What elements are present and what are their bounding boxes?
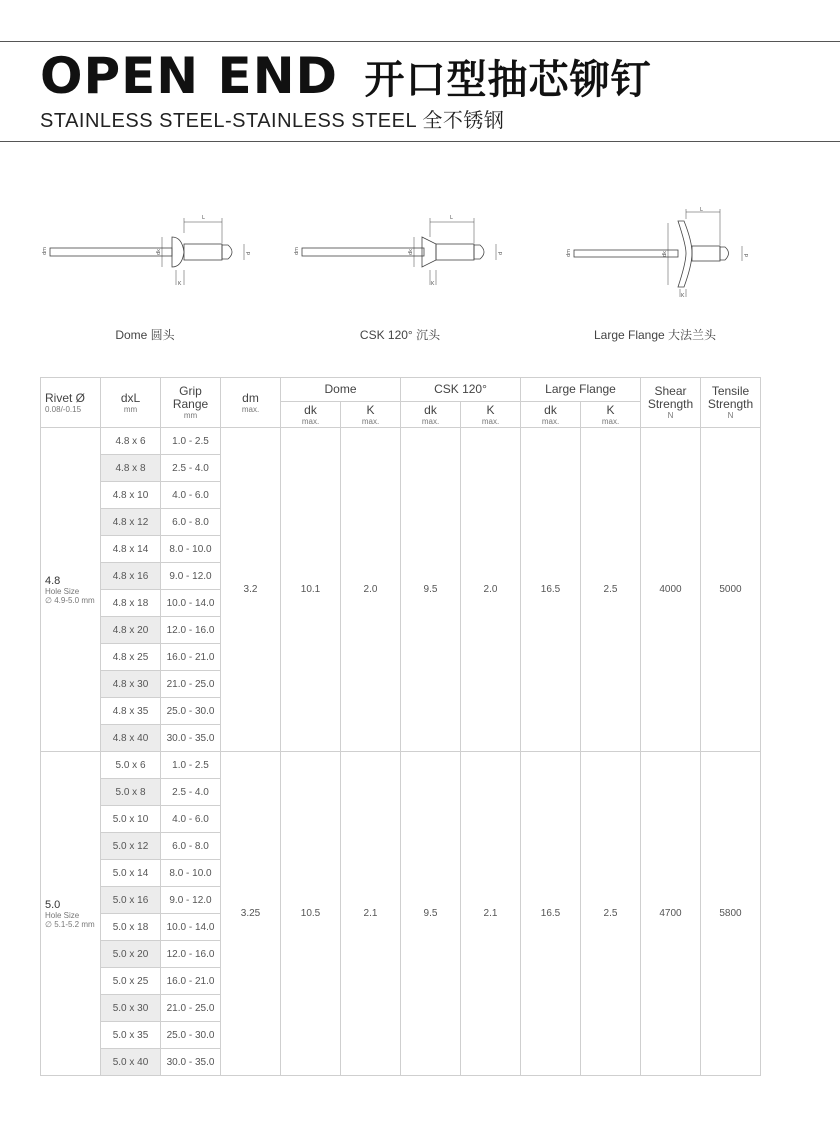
dome-dk-cell: 10.1: [281, 428, 341, 752]
grip-range-cell: 25.0 - 30.0: [161, 698, 221, 725]
rivet-size-cell: [41, 752, 101, 1076]
spec-table: [40, 377, 761, 1076]
grip-range-cell: 4.0 - 6.0: [161, 482, 221, 509]
dxl-cell: 4.8 x 35: [101, 698, 161, 725]
header-dome-k: [341, 402, 401, 428]
header-tensile: [701, 378, 761, 428]
grip-range-cell: 9.0 - 12.0: [161, 887, 221, 914]
table-row: [41, 428, 761, 455]
header-dxl-unit: mm: [123, 404, 138, 414]
dxl-cell: 4.8 x 6: [101, 428, 161, 455]
csk-dk-cell: 9.5: [401, 428, 461, 752]
dxl-cell: 5.0 x 18: [101, 914, 161, 941]
header-csk-k-max: max.: [481, 416, 500, 426]
dxl-cell: 5.0 x 14: [101, 860, 161, 887]
csk-dk-cell: 9.5: [401, 752, 461, 1076]
header-dm: [221, 378, 281, 428]
rivet-size: 5.0: [45, 898, 61, 911]
header-flange-dk: [521, 402, 581, 428]
flange-dk-cell: 16.5: [521, 428, 581, 752]
grip-range-cell: 10.0 - 14.0: [161, 590, 221, 617]
header-flange-dk-max: max.: [541, 416, 560, 426]
grip-range-cell: 8.0 - 10.0: [161, 860, 221, 887]
large-flange-caption: Large Flange 大法兰头: [593, 328, 717, 342]
grip-range-cell: 25.0 - 30.0: [161, 1022, 221, 1049]
dxl-cell: 4.8 x 40: [101, 725, 161, 752]
grip-range-cell: 2.5 - 4.0: [161, 455, 221, 482]
csk-k-cell: 2.0: [461, 428, 521, 752]
grip-range-cell: 10.0 - 14.0: [161, 914, 221, 941]
dome-label-length: L: [202, 215, 205, 221]
grip-range-cell: 16.0 - 21.0: [161, 644, 221, 671]
table-row: [41, 752, 761, 779]
grip-range-cell: 8.0 - 10.0: [161, 536, 221, 563]
shear-strength-cell: 4700: [641, 752, 701, 1076]
dxl-cell: 5.0 x 20: [101, 941, 161, 968]
dome-label-d: d: [246, 251, 252, 255]
grip-range-cell: 4.0 - 6.0: [161, 806, 221, 833]
csk-label-dm: dm: [294, 246, 300, 255]
csk-k-cell: 2.1: [461, 752, 521, 1076]
dome-label-dm: dm: [42, 246, 48, 255]
dm-cell: 3.2: [221, 428, 281, 752]
page-subtitle: STAINLESS STEEL-STAINLESS STEEL 全不锈钢: [40, 110, 505, 132]
csk-label-d: d: [498, 251, 504, 255]
header-tensile-line2: Strength: [707, 397, 754, 411]
dxl-cell: 4.8 x 20: [101, 617, 161, 644]
flange-label-dm: dm: [566, 248, 572, 257]
spec-table-body: [41, 428, 761, 1076]
header-dome: Dome: [281, 378, 401, 402]
csk-rivet-diagram: [290, 205, 510, 300]
header-dome-dk-max: max.: [301, 416, 320, 426]
page-title: [40, 48, 652, 108]
hole-size-label: Hole Size: [45, 910, 80, 920]
dome-caption: Dome 圆头: [115, 328, 175, 342]
dxl-cell: 5.0 x 25: [101, 968, 161, 995]
title-english: OPEN END: [40, 47, 339, 105]
dxl-cell: 5.0 x 30: [101, 995, 161, 1022]
header-shear-line1: Shear: [654, 384, 687, 398]
header-grip-line1: Grip: [179, 384, 202, 398]
grip-range-cell: 6.0 - 8.0: [161, 833, 221, 860]
dome-label-k: K: [178, 281, 182, 287]
header-dm-label: dm: [242, 390, 259, 405]
large-flange-rivet-diagram: [560, 205, 780, 300]
header-csk-dk-label: dk: [424, 402, 437, 417]
hole-size-value: ∅ 5.1-5.2 mm: [45, 919, 95, 929]
dome-k-cell: 2.1: [341, 752, 401, 1076]
dxl-cell: 4.8 x 30: [101, 671, 161, 698]
dxl-cell: 5.0 x 8: [101, 779, 161, 806]
shear-strength-cell: 4000: [641, 428, 701, 752]
rivet-size-cell: [41, 428, 101, 752]
header-csk-dk-max: max.: [421, 416, 440, 426]
dxl-cell: 5.0 x 16: [101, 887, 161, 914]
header-rivet-label: Rivet Ø: [45, 390, 86, 405]
flange-k-cell: 2.5: [581, 428, 641, 752]
dxl-cell: 4.8 x 8: [101, 455, 161, 482]
dxl-cell: 4.8 x 25: [101, 644, 161, 671]
flange-label-d: d: [744, 253, 750, 257]
header-flange-k-max: max.: [601, 416, 620, 426]
tensile-strength-cell: 5800: [701, 752, 761, 1076]
header-dm-unit: max.: [241, 404, 260, 414]
grip-range-cell: 12.0 - 16.0: [161, 941, 221, 968]
header-dxl: [101, 378, 161, 428]
header-tensile-line1: Tensile: [711, 384, 750, 398]
header-shear-unit: N: [667, 411, 674, 420]
grip-range-cell: 9.0 - 12.0: [161, 563, 221, 590]
flange-label-k: K: [681, 293, 685, 299]
header-bottom-rule: [0, 141, 840, 142]
header-dome-dk: [281, 402, 341, 428]
dxl-cell: 5.0 x 40: [101, 1049, 161, 1076]
header-flange-k-label: K: [606, 402, 615, 417]
header-flange-k: [581, 402, 641, 428]
header-shear: [641, 378, 701, 428]
hole-size-label: Hole Size: [45, 586, 80, 596]
flange-label-dk: dk: [662, 250, 668, 257]
dxl-cell: 5.0 x 10: [101, 806, 161, 833]
grip-range-cell: 2.5 - 4.0: [161, 779, 221, 806]
title-chinese: 开口型抽芯铆钉: [364, 57, 652, 103]
grip-range-cell: 12.0 - 16.0: [161, 617, 221, 644]
csk-label-dk: dk: [408, 248, 414, 255]
top-rule: [0, 41, 840, 42]
dome-rivet-diagram: [38, 205, 258, 300]
dome-k-cell: 2.0: [341, 428, 401, 752]
hole-size-value: ∅ 4.9-5.0 mm: [45, 595, 95, 605]
dxl-cell: 4.8 x 16: [101, 563, 161, 590]
header-csk-k: [461, 402, 521, 428]
header-grip-unit: mm: [183, 411, 198, 420]
dxl-cell: 4.8 x 18: [101, 590, 161, 617]
tensile-strength-cell: 5000: [701, 428, 761, 752]
header-dome-dk-label: dk: [304, 402, 317, 417]
header-dome-k-label: K: [366, 402, 375, 417]
header-rivet: [41, 378, 101, 428]
header-grip-line2: Range: [172, 397, 209, 411]
flange-label-length: L: [700, 207, 703, 213]
header-csk-dk: [401, 402, 461, 428]
grip-range-cell: 1.0 - 2.5: [161, 428, 221, 455]
rivet-size: 4.8: [45, 574, 61, 587]
dxl-cell: 4.8 x 10: [101, 482, 161, 509]
header-dxl-label: dxL: [120, 390, 141, 405]
grip-range-cell: 16.0 - 21.0: [161, 968, 221, 995]
csk-label-k: K: [431, 281, 435, 287]
header-large-flange: Large Flange: [521, 378, 641, 402]
dxl-cell: 5.0 x 6: [101, 752, 161, 779]
header-csk: CSK 120°: [401, 378, 521, 402]
header-rivet-tolerance: 0.08/-0.15: [45, 404, 82, 414]
grip-range-cell: 6.0 - 8.0: [161, 509, 221, 536]
grip-range-cell: 21.0 - 25.0: [161, 995, 221, 1022]
dome-dk-cell: 10.5: [281, 752, 341, 1076]
csk-label-length: L: [450, 215, 453, 221]
grip-range-cell: 1.0 - 2.5: [161, 752, 221, 779]
grip-range-cell: 21.0 - 25.0: [161, 671, 221, 698]
dxl-cell: 4.8 x 12: [101, 509, 161, 536]
header-dome-k-max: max.: [361, 416, 380, 426]
header-flange-dk-label: dk: [544, 402, 557, 417]
flange-dk-cell: 16.5: [521, 752, 581, 1076]
dm-cell: 3.25: [221, 752, 281, 1076]
header-grip: [161, 378, 221, 428]
grip-range-cell: 30.0 - 35.0: [161, 725, 221, 752]
dome-label-dk: dk: [156, 248, 162, 255]
header-csk-k-label: K: [486, 402, 495, 417]
flange-k-cell: 2.5: [581, 752, 641, 1076]
header-tensile-unit: N: [727, 411, 734, 420]
header-shear-line2: Strength: [647, 397, 694, 411]
dxl-cell: 5.0 x 12: [101, 833, 161, 860]
csk-caption: CSK 120° 沉头: [359, 328, 441, 342]
dxl-cell: 5.0 x 35: [101, 1022, 161, 1049]
grip-range-cell: 30.0 - 35.0: [161, 1049, 221, 1076]
dxl-cell: 4.8 x 14: [101, 536, 161, 563]
